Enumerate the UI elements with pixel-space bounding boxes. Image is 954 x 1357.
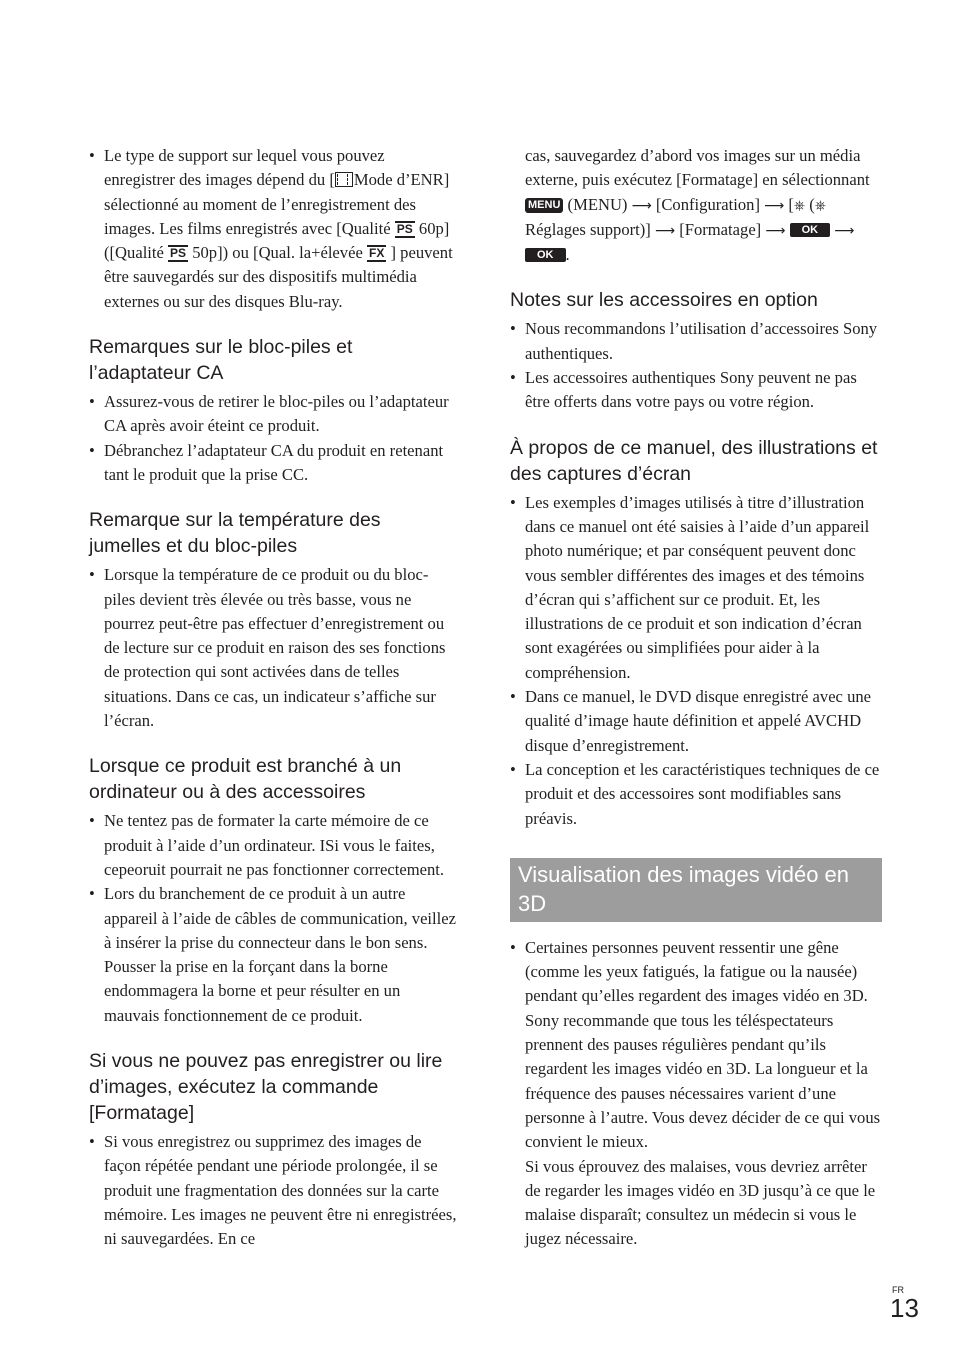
list-item: • La conception et les caractéristiques techniques de ce produit et des accessoires sont modifiables sans préavis. xyxy=(510,758,882,831)
list-item: • Nous recommandons l’utilisation d’accessoires Sony authentiques. xyxy=(510,317,882,366)
page-number: 13 xyxy=(890,1293,919,1323)
ps-badge-icon: PS xyxy=(396,221,413,236)
fx-badge-icon: FX xyxy=(368,246,385,261)
right-column xyxy=(510,144,882,1252)
list-item: • Les exemples d’images utilisés à titre d’illustration dans ce manuel ont été saisies à l’aide d’un appareil photo numérique; et par conséquent peuvent donc vous sembler différentes des images et des témoins d’écran qui s’affichent sur ce produit. Et, les illustrations de ce produit et son indication d’écran sont exagérées ou simplifiées pour aider à la compréhension. xyxy=(510,491,882,685)
arrow-right-icon: ⟶ xyxy=(834,222,855,239)
list-item: • Le type de support sur lequel vous pouvez enregistrer des images dépend du [ Mode d’ENR] sélectionné au moment de l’enregistrement des images. Les films enregistrés avec [Qualité PS 60p] ([Qualité PS 50p]) ou [Qual. la+élevée FX ] peuvent être sauvegardés sur des dispositifs multimédia externes ou sur des disques Blu-ray. xyxy=(89,144,457,314)
left-column xyxy=(89,144,457,1252)
section-heading: À propos de ce manuel, des illustrations et des captures d’écran xyxy=(510,436,878,485)
list-item: • Si vous enregistrez ou supprimez des images de façon répétée pendant une période prolongée, il se produit une fragmentation des données sur la carte mémoire. Les images ne peuvent être ni enregistrées, ni sauvegardées. En ce xyxy=(89,1130,457,1251)
section-heading: Remarques sur le bloc-piles et l’adaptateur CA xyxy=(89,336,353,385)
section-heading: Si vous ne pouvez pas enregistrer ou lire d’images, exécutez la commande [Formatage] xyxy=(89,1050,443,1125)
list-item-continuation: Sony recommande que tous les téléspectateurs prennent des pauses régulières pendant qu’ils regardent les images vidéo en 3D. La longueur et la fréquence des pauses nécessaires varient d’une personne à l’autre. Vous devez décider de ce qui vous convient le mieux. xyxy=(525,1010,881,1152)
list-item: • Lors du branchement de ce produit à un autre appareil à l’aide de câbles de communication, veillez à insérer la prise du connecteur dans le bon sens. Pousser la prise en la forçant dans la borne endommagera la borne et peur résulter en un mauvais fonctionnement de ce produit. xyxy=(89,882,457,1028)
list-item: • Dans ce manuel, le DVD disque enregistré avec une qualité d’image haute définition et appelé AVCHD disque d’enregistrement. xyxy=(510,685,882,758)
camera-setup-icon: ⎈ xyxy=(793,197,806,214)
list-item: • Certaines personnes peuvent ressentir une gêne (comme les yeux fatigués, la fatigue ou la nausée) pendant qu’elles regardent des images vidéo en 3D. xyxy=(510,936,882,1009)
list-item: • Ne tentez pas de formater la carte mémoire de ce produit à l’aide d’un ordinateur. ISi vous le faites, cepeoruit pourrait ne pas fonctionner correctement. xyxy=(89,809,457,882)
list-item-continuation: Si vous éprouvez des malaises, vous devriez arrêter de regarder les images vidéo en 3D jusqu’à ce que le malaise disparaît; consultez un médecin si vous le jugez nécessaire. xyxy=(525,1156,876,1249)
ps-badge-icon: PS xyxy=(170,246,187,261)
arrow-right-icon: ⟶ xyxy=(764,197,785,214)
menu-key-icon: MENU xyxy=(525,198,563,213)
section-heading: Remarque sur la température des jumelles et du bloc-piles xyxy=(89,509,381,558)
list-item-continuation: cas, sauvegardez d’abord vos images sur un média externe, puis exécutez [Formatage] en sélectionnant MENU (MENU) ⟶ [Configuration] ⟶ [⎈ (⎈ Réglages support)] ⟶ [Formatage] ⟶ OK ⟶ OK . xyxy=(525,146,870,265)
ok-key-icon: OK xyxy=(790,223,831,237)
section-heading: Notes sur les accessoires en option xyxy=(510,289,818,312)
arrow-right-icon: ⟶ xyxy=(654,222,676,239)
section-heading: Lorsque ce produit est branché à un ordinateur ou à des accessoires xyxy=(89,755,402,804)
ok-key-icon: OK xyxy=(525,248,566,262)
language-marker: FR xyxy=(892,1285,904,1295)
film-icon xyxy=(335,172,353,187)
list-item: • Débranchez l’adaptateur CA du produit en retenant tant le produit que la prise CC. xyxy=(89,439,457,488)
arrow-right-icon: ⟶ xyxy=(631,197,652,214)
list-item: • Assurez-vous de retirer le bloc-piles ou l’adaptateur CA après avoir éteint ce produit. xyxy=(89,390,457,439)
list-item: • Lorsque la température de ce produit ou du bloc-piles devient très élevée ou très basse, vous ne pourrez peut-être pas effectuer d’enregistrement ou de lecture sur ce produit en raison des ses fonctions de protection qui sont activées dans de telles situations. Dans ce cas, un indicateur s’affiche sur l’écran. xyxy=(89,563,457,733)
list-item: • Les accessoires authentiques Sony peuvent ne pas être offerts dans votre pays ou votre région. xyxy=(510,366,882,415)
arrow-right-icon: ⟶ xyxy=(765,222,786,239)
media-settings-icon: ⎈ xyxy=(814,197,826,214)
section-banner: Visualisation des images vidéo en 3D xyxy=(510,858,882,922)
